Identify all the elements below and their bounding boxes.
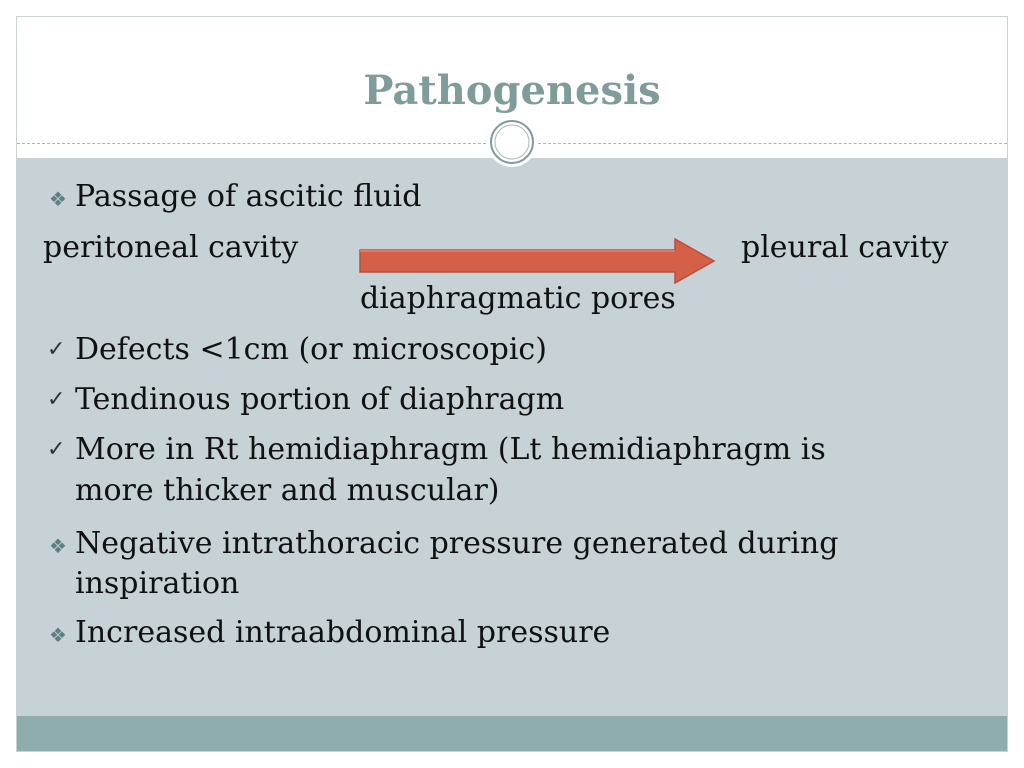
checkmark-icon: ✓: [47, 437, 66, 462]
diamond-item-text: Increased intraabdominal pressure: [75, 615, 611, 650]
diamond-bullet-icon: ❖: [49, 534, 67, 558]
slide: [16, 16, 1008, 752]
checkmark-icon: ✓: [47, 337, 66, 362]
check-item-text: More in Rt hemidiaphragm (Lt hemidiaphragm is: [75, 432, 826, 467]
diamond-bullet-icon: ❖: [49, 187, 67, 211]
diamond-item-text-continued: inspiration: [75, 566, 240, 601]
circle-ornament-icon: [486, 116, 538, 168]
check-item-text: Tendinous portion of diaphragm: [75, 382, 565, 417]
slide-title: Pathogenesis: [363, 67, 661, 114]
flow-via: diaphragmatic pores: [360, 281, 676, 316]
footer-bar: [17, 716, 1007, 751]
flow-source: peritoneal cavity: [43, 230, 299, 265]
flow-target: pleural cavity: [741, 230, 949, 265]
diamond-bullet-icon: ❖: [49, 623, 67, 647]
intro-bullet-text: Passage of ascitic fluid: [75, 179, 422, 214]
check-item-text-continued: more thicker and muscular): [75, 473, 500, 508]
diamond-item-text: Negative intrathoracic pressure generated during: [75, 526, 839, 561]
check-item-text: Defects <1cm (or microscopic): [75, 332, 547, 367]
checkmark-icon: ✓: [47, 387, 66, 412]
